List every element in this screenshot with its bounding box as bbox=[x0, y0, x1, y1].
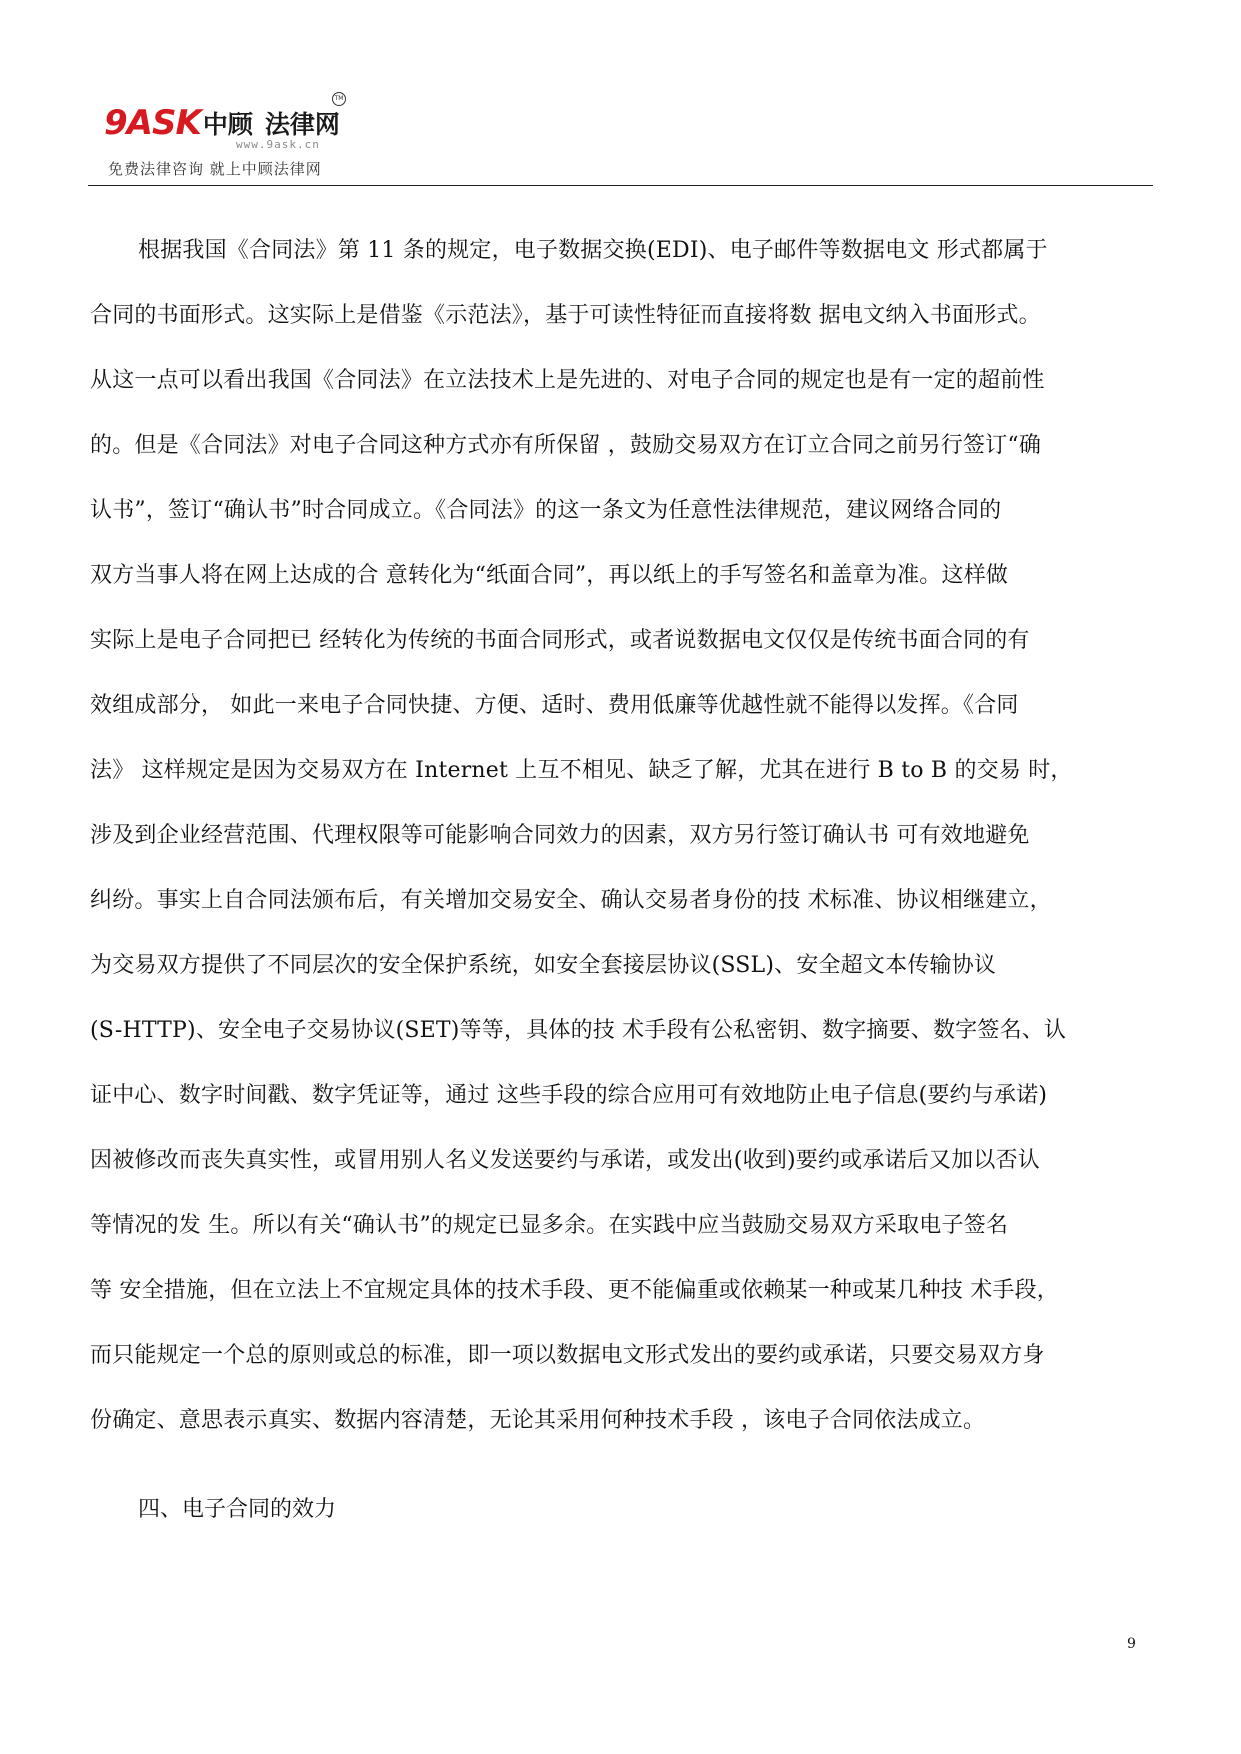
logo-slogan: 免费法律咨询 就上中顾法律网 bbox=[108, 160, 322, 178]
paragraph-line: 从这一点可以看出我国《合同法》在立法技术上是先进的、对电子合同的规定也是有一定的超前性 bbox=[90, 368, 1045, 393]
trademark-icon: TM bbox=[332, 92, 346, 106]
logo-site-name: 法律网 bbox=[264, 110, 340, 139]
logo-brand-cn: 中顾 bbox=[202, 110, 253, 139]
paragraph-line: (S-HTTP)、安全电子交易协议(SET)等等，具体的技 术手段有公私密钥、数字摘要、数字签名、认 bbox=[90, 1018, 1067, 1043]
logo-url: www.9ask.cn bbox=[236, 138, 320, 151]
paragraph-line: 份确定、意思表示真实、数据内容清楚，无论其采用何种技术手段 ，该电子合同依法成立。 bbox=[90, 1408, 986, 1433]
paragraph-line: 认书”，签订“确认书”时合同成立。《合同法》的这一条文为任意性法律规范，建议网络合同的 bbox=[90, 498, 1002, 523]
paragraph-line: 等情况的发 生。所以有关“确认书”的规定已显多余。在实践中应当鼓励交易双方采取电子签名 bbox=[90, 1213, 1009, 1238]
paragraph-line: 纠纷。事实上自合同法颁布后，有关增加交易安全、确认交易者身份的技 术标准、协议相继建立， bbox=[90, 888, 1052, 913]
paragraph-line: 实际上是电子合同把已 经转化为传统的书面合同形式，或者说数据电文仅仅是传统书面合同的有 bbox=[90, 628, 1030, 653]
paragraph-line: 等 安全措施，但在立法上不宜规定具体的技术手段、更不能偏重或依赖某一种或某几种技 术手段， bbox=[90, 1278, 1059, 1303]
paragraph-line: 法》 这样规定是因为交易双方在 Internet 上互不相见、缺乏了解，尤其在进行 B to B 的交易 时， bbox=[90, 758, 1073, 783]
paragraph-line: 证中心、数字时间戳、数字凭证等，通过 这些手段的综合应用可有效地防止电子信息(要约与承诺) bbox=[90, 1083, 1048, 1108]
paragraph-line: 为交易双方提供了不同层次的安全保护系统，如安全套接层协议(SSL)、安全超文本传输协议 bbox=[90, 953, 997, 978]
paragraph-line: 的。但是《合同法》对电子合同这种方式亦有所保留 ，鼓励交易双方在订立合同之前另行签订“确 bbox=[90, 433, 1042, 458]
site-header bbox=[88, 92, 488, 182]
paragraph-line: 双方当事人将在网上达成的合 意转化为“纸面合同”，再以纸上的手写签名和盖章为准。这样做 bbox=[90, 563, 1009, 588]
paragraph-line: 根据我国《合同法》第 11 条的规定，电子数据交换(EDI)、电子邮件等数据电文 形式都属于 bbox=[138, 238, 1048, 263]
paragraph-line: 效组成部分， 如此一来电子合同快捷、方便、适时、费用低廉等优越性就不能得以发挥。《合同 bbox=[90, 693, 1019, 718]
paragraph-line: 而只能规定一个总的原则或总的标准，即一项以数据电文形式发出的要约或承诺，只要交易双方身 bbox=[90, 1343, 1045, 1368]
document-body bbox=[90, 218, 1158, 1453]
paragraph-line: 涉及到企业经营范围、代理权限等可能影响合同效力的因素，双方另行签订确认书 可有效地避免 bbox=[90, 823, 1030, 848]
page-number: 9 bbox=[1127, 1636, 1136, 1652]
logo-brand: 9ASK bbox=[104, 103, 201, 143]
paragraph-line: 合同的书面形式。这实际上是借鉴《示范法》，基于可读性特征而直接将数 据电文纳入书面形式。 bbox=[90, 303, 1041, 328]
header-divider bbox=[88, 185, 1153, 186]
section-heading: 四、电子合同的效力 bbox=[138, 1497, 337, 1522]
paragraph-line: 因被修改而丧失真实性，或冒用别人名义发送要约与承诺，或发出(收到)要约或承诺后又加以否认 bbox=[90, 1148, 1040, 1173]
site-logo bbox=[104, 102, 340, 142]
